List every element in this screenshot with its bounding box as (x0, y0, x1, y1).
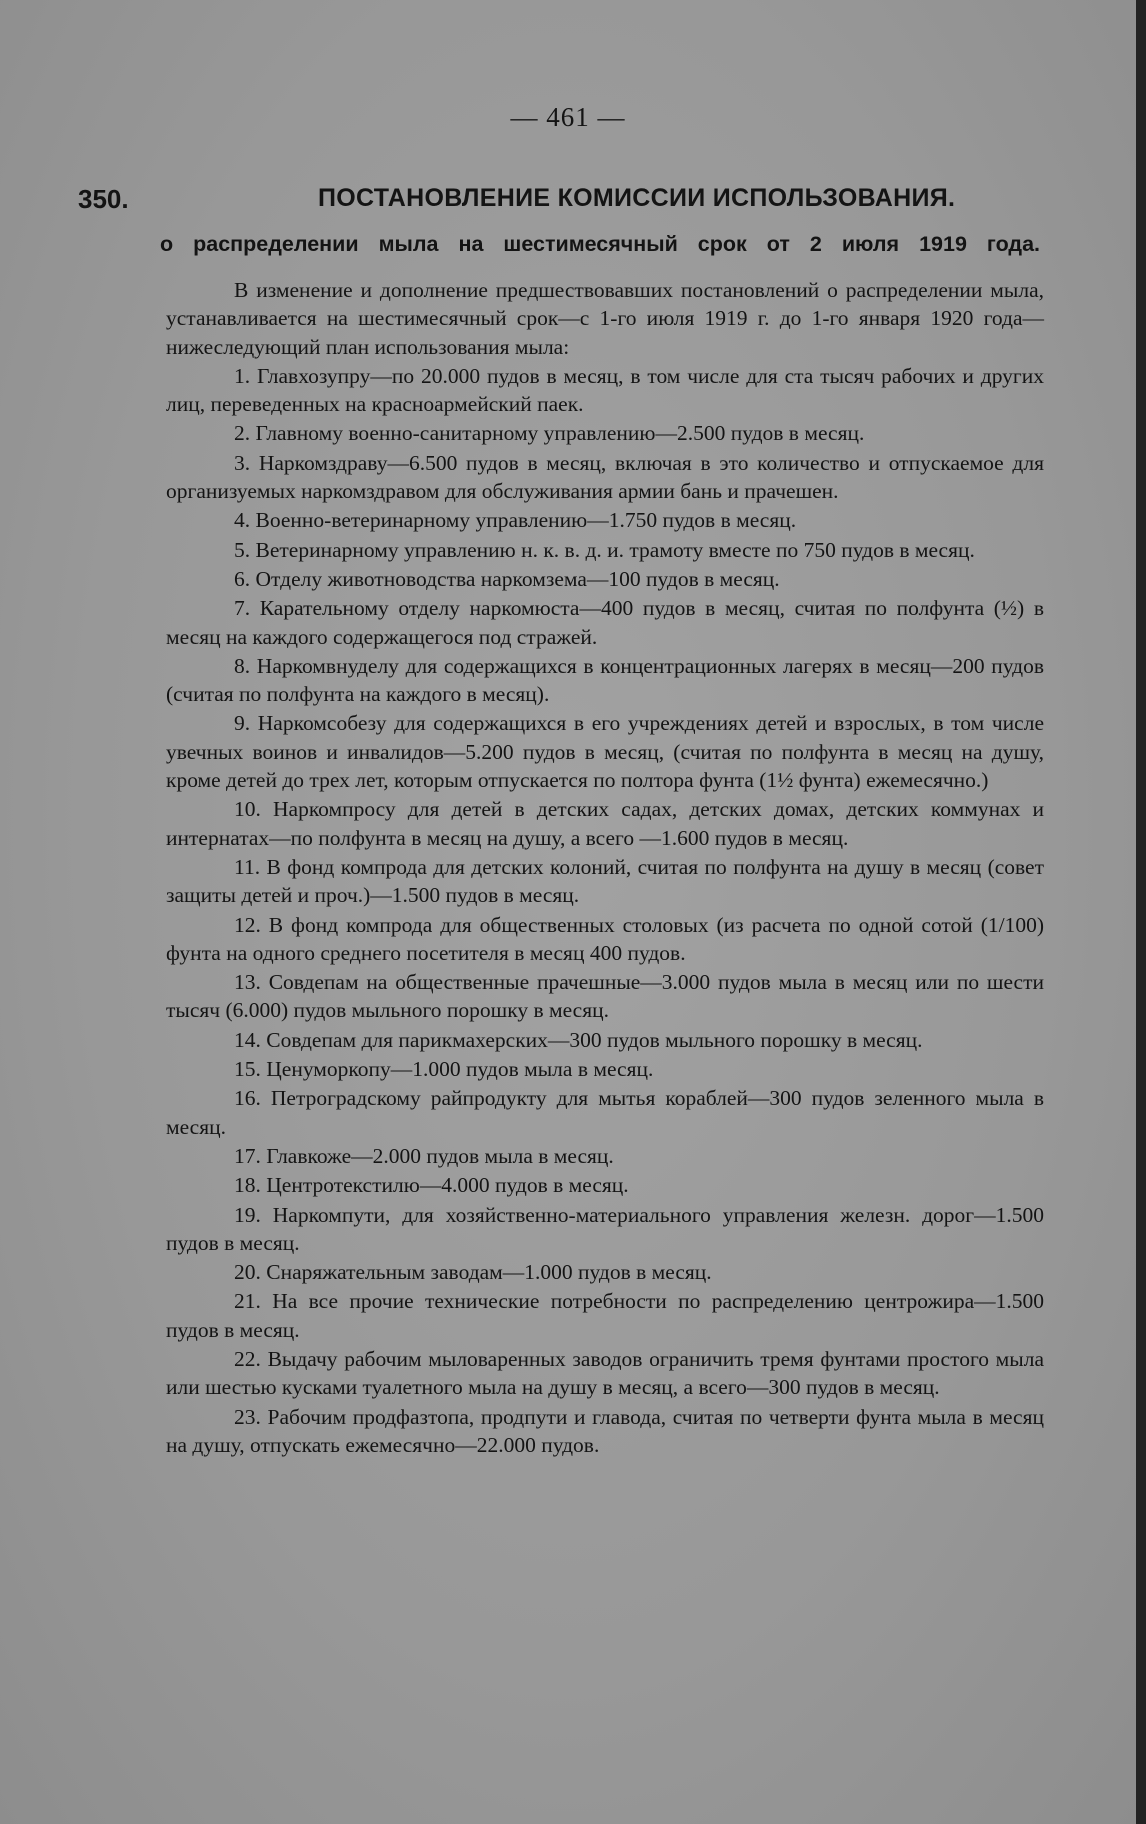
list-item: 4. Военно-ветеринарному управлению—1.750 пудов в месяц. (234, 508, 797, 533)
scan-edge (1136, 0, 1146, 1824)
list-item: 18. Центротекстилю—4.000 пудов в месяц. (234, 1173, 629, 1198)
list-item: 20. Снаряжательным заводам—1.000 пудов в месяц. (234, 1260, 712, 1285)
list-item: 5. Ветеринарному управлению н. к. в. д. и. трамоту вместе по 750 пудов в месяц. (234, 537, 975, 562)
document-subtitle: о распределении мыла на шестимесячный срок от 2 июля 1919 года. (160, 232, 1040, 256)
document-body (166, 276, 1044, 1459)
list-item: 8. Наркомвнуделу для содержащихся в концентрационных лагерях в месяц—200 пудов (считая по полфунта на каждого в месяц). (166, 653, 1044, 707)
list-item: 10. Наркомпросу для детей в детских садах, детских домах, детских коммунах и интернатах—по полфунта в месяц на душу, а всего —1.600 пудов в месяц. (166, 797, 1044, 850)
list-item: 16. Петроградскому райпродукту для мытья кораблей—300 пудов зеленного мыла в месяц. (166, 1086, 1044, 1139)
list-item: 1. Главхозупру—по 20.000 пудов в месяц, в том числе для ста тысяч рабочих и других лиц, переведенных на красноармейский паек. (166, 363, 1044, 417)
list-item: 22. Выдачу рабочим мыловаренных заводов ограничить тремя фунтами простого мыла или шестью кусками туалетного мыла на душу в месяц, а всего—300 пудов в месяц. (166, 1346, 1044, 1400)
list-item: 12. В фонд компрода для общественных столовых (из расчета по одной сотой (1/100) фунта на одного среднего посетителя в месяц 400 пудов. (166, 912, 1044, 965)
list-item: 2. Главному военно-санитарному управлению—2.500 пудов в месяц. (234, 421, 865, 446)
list-item: 13. Совдепам на общественные прачешные—3.000 пудов мыла в месяц или по шести тысяч (6.000) пудов мыльного порошку в месяц. (166, 970, 1044, 1023)
document-number: 350. (78, 184, 129, 214)
list-item: 17. Главкоже—2.000 пудов мыла в месяц. (234, 1143, 614, 1168)
list-item: 3. Наркомздраву—6.500 пудов в месяц, включая в это количество и отпускаемое для организуемых наркомздравом для обслуживания армии бань и прачешен. (166, 450, 1044, 504)
list-item: 9. Наркомсобезу для содержащихся в его учреждениях детей и взрослых, в том числе увечных воинов и инвалидов—5.200 пудов в месяц, (считая по полфунта в месяц на душу, кроме детей до трех лет, которым отпускается по полтора фунта (1½ фунта) ежемесячно.) (166, 711, 1044, 793)
list-item: 14. Совдепам для парикмахерских—300 пудов мыльного порошку в месяц. (234, 1027, 923, 1052)
list-item: 7. Карательному отделу наркомюста—400 пудов в месяц, считая по полфунта (½) в месяц на каждого содержащегося под стражей. (166, 596, 1044, 649)
list-item: 11. В фонд компрода для детских колоний, считая по полфунта на душу в месяц (совет защиты детей и проч.)—1.500 пудов в месяц. (166, 854, 1044, 908)
list-item: 15. Ценуморкопу—1.000 пудов мыла в месяц. (234, 1057, 654, 1082)
list-item: 21. На все прочие технические потребности по распределению центрожира—1.500 пудов в месяц. (166, 1289, 1044, 1342)
list-item: 6. Отделу животноводства наркомзема—100 пудов в месяц. (234, 566, 780, 591)
page-number: — 461 — (510, 102, 626, 132)
document-title: ПОСТАНОВЛЕНИЕ КОМИССИИ ИСПОЛЬЗОВАНИЯ. (318, 184, 956, 212)
list-item: 23. Рабочим продфазтопа, продпути и главода, считая по четверти фунта мыла в месяц на душу, отпускать ежемесячно—22.000 пудов. (166, 1404, 1044, 1457)
list-item: 19. Наркомпути, для хозяйственно-материального управления железн. дорог—1.500 пудов в месяц. (166, 1202, 1044, 1255)
intro-paragraph: В изменение и дополнение предшествовавших постановлений о распределении мыла, устанавливается на шестимесячный срок—с 1-го июля 1919 г. до 1-го января 1920 года—нижеследующий план использования мыла: (166, 278, 1044, 359)
